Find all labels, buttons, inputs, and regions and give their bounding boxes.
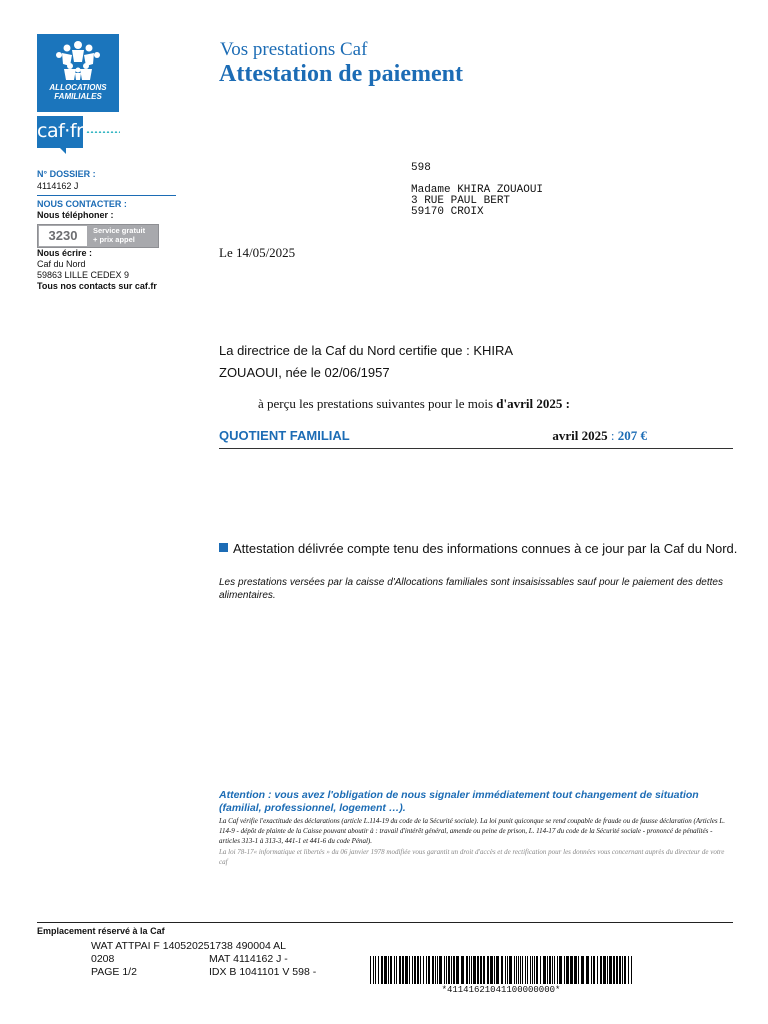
barcode: [370, 956, 632, 984]
all-contacts-link[interactable]: Tous nos contacts sur caf.fr: [37, 281, 157, 291]
logo-text: [37, 83, 119, 101]
barcode-bar: [409, 956, 410, 984]
barcode-bar: [417, 956, 419, 984]
barcode-bar: [559, 956, 562, 984]
barcode-bar: [471, 956, 472, 984]
barcode-bar: [437, 956, 438, 984]
barcode-bar: [456, 956, 459, 984]
barcode-bar: [557, 956, 558, 984]
barcode-bar: [607, 956, 608, 984]
barcode-bar: [516, 956, 517, 984]
recipient-ref: 598: [411, 162, 431, 174]
barcode-bar: [543, 956, 546, 984]
benefit-period: avril 2025: [552, 428, 608, 443]
note-italic: Les prestations versées par la caisse d'Allocations familiales sont insaisissables sauf pour le paiement des dettes alimentaires.: [219, 577, 723, 601]
barcode-bar: [566, 956, 569, 984]
barcode-bar: [453, 956, 455, 984]
barcode-bar: [494, 956, 495, 984]
barcode-bar: [483, 956, 485, 984]
recipient-street: 3 RUE PAUL BERT: [411, 195, 511, 207]
attention-notice: Attention : vous avez l'obligation de nous signaler immédiatement tout changement de situation (familial, professionnel, logement …).: [219, 789, 699, 814]
caf-fr-logo-notch: [58, 146, 66, 154]
barcode-bar: [534, 956, 535, 984]
barcode-bar: [466, 956, 468, 984]
barcode-bar: [613, 956, 615, 984]
barcode-bar: [501, 956, 503, 984]
sidebar-divider: [37, 195, 176, 196]
barcode-bar: [448, 956, 450, 984]
footer-idx: IDX B 1041101 V 598 -: [209, 966, 317, 978]
barcode-bar: [578, 956, 579, 984]
barcode-bar: [370, 956, 371, 984]
barcode-bar: [399, 956, 401, 984]
barcode-bar: [622, 956, 623, 984]
barcode-bar: [564, 956, 565, 984]
barcode-bar: [536, 956, 538, 984]
barcode-bar: [461, 956, 464, 984]
barcode-bar: [414, 956, 416, 984]
barcode-bar: [631, 956, 632, 984]
barcode-bar: [552, 956, 553, 984]
phone-note-line2: + prix appel: [93, 235, 135, 244]
barcode-bar: [394, 956, 395, 984]
barcode-bar: [390, 956, 392, 984]
barcode-bar: [388, 956, 389, 984]
barcode-bar: [412, 956, 413, 984]
barcode-bar: [628, 956, 629, 984]
barcode-bar: [432, 956, 434, 984]
legal-text-privacy: La loi 78-17« informatique et libertés » du 06 janvier 1978 modifiée vous garantit un droit d'accès et de rectification pour les données vous concernant auprès du directeur de votre caf: [219, 848, 725, 866]
caf-logo: [37, 34, 119, 112]
barcode-bar: [616, 956, 618, 984]
note-main: [219, 540, 739, 557]
barcode-bar: [439, 956, 442, 984]
footer-line2a: 0208: [91, 953, 115, 965]
barcode-bar: [469, 956, 470, 984]
barcode-bar: [518, 956, 519, 984]
barcode-text: *41141621041100000000*: [441, 985, 561, 995]
legal-text-fraud: La Caf vérifie l'exactitude des déclarations (article L.114-19 du code de la Sécurité sociale). La loi punit quiconque se rend coupable de fraude ou de fausse déclaration (Articles L. 114-9 - dépôt de plainte de la Caisse pouvant aboutir à : travail d'intérêt général, amende ou peine de prison, L. 114-17 du code de la Sécurité sociale - prononcé de pénalités - articles 313-1 à 313-3, 441-1 et 441-6 du code Pénal).: [219, 817, 725, 845]
barcode-bar: [451, 956, 452, 984]
phone-note-line1: Service gratuit: [93, 226, 146, 235]
logo-alloc-line2: FAMILIALES: [54, 92, 102, 101]
phone-number: 3230: [38, 225, 88, 247]
phone-note: [93, 226, 157, 244]
footer-mat: MAT 4114162 J -: [209, 953, 288, 965]
recipient-name: Madame KHIRA ZOUAOUI: [411, 184, 544, 196]
barcode-bar: [473, 956, 476, 984]
contact-label: NOUS CONTACTER :: [37, 199, 127, 209]
note-main-text: Attestation délivrée compte tenu des informations connues à ce jour par la Caf du Nord.: [233, 541, 738, 556]
certify-text: La directrice de la Caf du Nord certifie que : KHIRA ZOUAOUI, née le 02/06/1957: [219, 343, 513, 380]
write-line1: Caf du Nord: [37, 259, 86, 269]
barcode-bar: [624, 956, 626, 984]
barcode-bar: [597, 956, 598, 984]
write-line2: 59863 LILLE CEDEX 9: [37, 270, 130, 280]
caf-fr-logo: caf·fr: [37, 116, 83, 148]
barcode-bar: [487, 956, 489, 984]
received-text: [258, 396, 570, 412]
barcode-bar: [593, 956, 595, 984]
barcode-bar: [527, 956, 528, 984]
barcode-bar: [619, 956, 621, 984]
footer-line1: WAT ATTPAI F 140520251738 490004 AL: [91, 940, 286, 952]
benefit-sep: :: [607, 428, 618, 443]
phone-label: Nous téléphoner :: [37, 210, 114, 220]
barcode-bar: [570, 956, 573, 984]
barcode-bar: [490, 956, 493, 984]
barcode-bar: [547, 956, 548, 984]
barcode-bar: [426, 956, 427, 984]
benefit-name: QUOTIENT FAMILIAL: [219, 428, 350, 443]
footer-page: PAGE 1/2: [91, 966, 137, 978]
recipient-city: 59170 CROIX: [411, 206, 484, 218]
barcode-bar: [509, 956, 512, 984]
barcode-bar: [444, 956, 445, 984]
dossier-value: 4114162 J: [37, 181, 79, 191]
benefit-amount: [552, 428, 647, 444]
dossier-label: N° DOSSIER :: [37, 169, 96, 179]
barcode-bar: [554, 956, 555, 984]
barcode-bar: [586, 956, 589, 984]
barcode-bar: [496, 956, 499, 984]
write-label: Nous écrire :: [37, 248, 93, 258]
benefit-row: [219, 428, 733, 449]
doc-subtitle: Vos prestations Caf: [220, 39, 368, 60]
doc-title: Attestation de paiement: [219, 61, 463, 87]
barcode-bar: [505, 956, 506, 984]
barcode-bar: [525, 956, 526, 984]
barcode-bar: [402, 956, 404, 984]
barcode-bar: [549, 956, 551, 984]
barcode-bar: [435, 956, 436, 984]
barcode-bar: [522, 956, 523, 984]
barcode-bar: [405, 956, 408, 984]
footer-reserved-label: Emplacement réservé à la Caf: [37, 926, 165, 936]
barcode-bar: [591, 956, 592, 984]
document-date: Le 14/05/2025: [219, 245, 296, 260]
barcode-bar: [420, 956, 421, 984]
barcode-bar: [520, 956, 521, 984]
barcode-bar: [384, 956, 387, 984]
received-month: d'avril 2025 :: [496, 396, 570, 411]
barcode-bar: [375, 956, 376, 984]
caf-fr-dots: [86, 131, 120, 133]
barcode-bar: [574, 956, 577, 984]
barcode-bar: [581, 956, 584, 984]
barcode-bar: [530, 956, 531, 984]
barcode-bar: [480, 956, 482, 984]
barcode-bar: [428, 956, 430, 984]
received-prefix: à perçu les prestations suivantes pour le mois: [258, 396, 497, 411]
benefit-value: 207 €: [617, 428, 647, 443]
footer-divider: [37, 922, 733, 923]
barcode-bar: [381, 956, 383, 984]
barcode-bar: [532, 956, 533, 984]
logo-alloc-line1: ALLOCATIONS: [49, 83, 107, 92]
barcode-bar: [609, 956, 612, 984]
barcode-bar: [446, 956, 447, 984]
barcode-bar: [477, 956, 479, 984]
family-figures-icon: [52, 40, 104, 82]
barcode-bar: [373, 956, 374, 984]
barcode-bar: [507, 956, 508, 984]
barcode-bar: [603, 956, 606, 984]
square-bullet-icon: [219, 543, 228, 552]
barcode-bar: [540, 956, 541, 984]
barcode-bar: [378, 956, 379, 984]
phone-box: [37, 224, 159, 248]
barcode-bar: [600, 956, 602, 984]
barcode-bar: [396, 956, 397, 984]
barcode-bar: [514, 956, 515, 984]
barcode-bar: [423, 956, 424, 984]
